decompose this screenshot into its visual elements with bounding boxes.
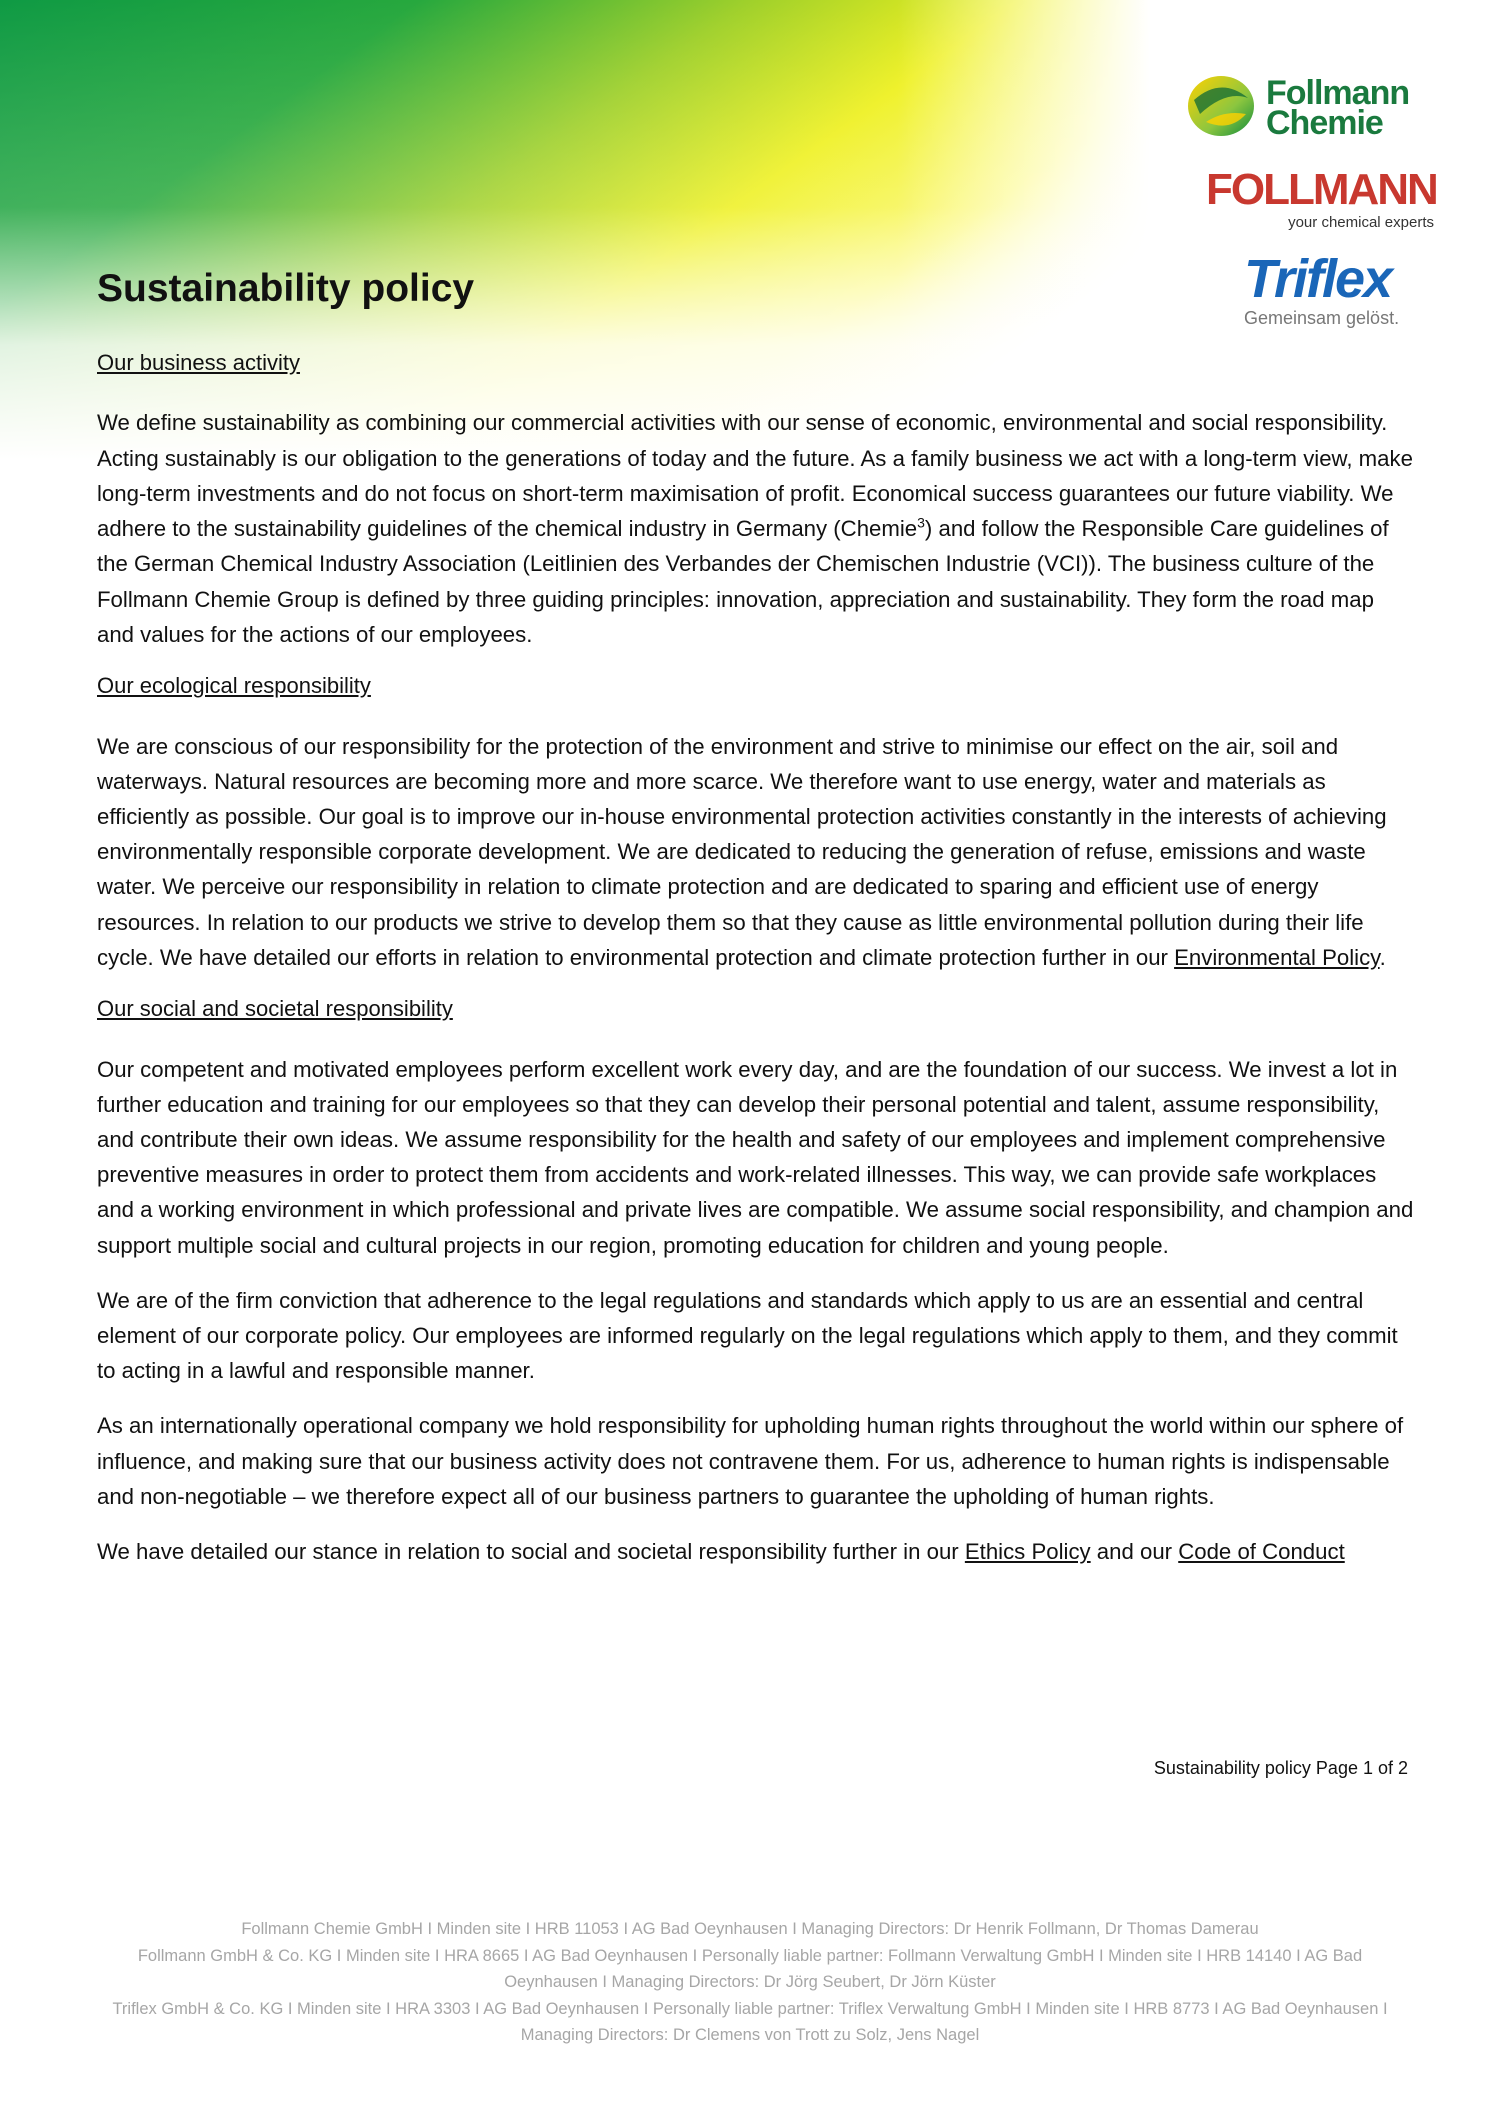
social-paragraph-1: Our competent and motivated employees perform excellent work every day, and are the foundation of our success. We invest a lot in further education and training for our employees so that they can develop their personal potential and talent, assume responsibility, and contribute their own ideas. We assume responsibility for the health and safety of our employees and implement comprehensive preventive measures in order to protect them from accidents and work-related illnesses. This way, we can provide safe workplaces and a working environment in which professional and private lives are compatible. We assume social responsibility, and champion and support multiple social and cultural projects in our region, promoting education for children and young people. bbox=[97, 1056, 1414, 1258]
section-heading-ecological: Our ecological responsibility bbox=[97, 672, 371, 698]
business-text-a: We define sustainability as combining our commercial activities with our sense of economic, environmental and social responsibility. Acting sustainably is our obligation to the generations of today and the future. As a family business we act with a long-term view, make long-term investments and do not focus on short-term maximisation of profit. Economical success guarantees our future viability. We adhere to the sustainability guidelines of the chemical industry in Germany (Chemie bbox=[97, 410, 1413, 542]
social-p4-mid: and our bbox=[1090, 1538, 1179, 1564]
environmental-policy-link[interactable]: Environmental Policy bbox=[1174, 944, 1380, 970]
social-paragraph-3: As an internationally operational company we hold responsibility for upholding human rights throughout the world within our sphere of influence, and making sure that our business activity does not contravene them. For us, adherence to human rights is indispensable and non-negotiable – we therefore expect all of our business partners to guarantee the upholding of human rights. bbox=[97, 1413, 1404, 1509]
ecological-text: We are conscious of our responsibility for the protection of the environment and strive to minimise our effect on the air, soil and waterways. Natural resources are becoming more and more scarce. We therefore want to use energy, water and materials as efficiently as possible. Our goal is to improve our in-house environmental protection activities constantly in the interests of achieving environmentally responsible corporate development. We are dedicated to reducing the generation of refuse, emissions and waste water. We perceive our responsibility in relation to climate protection and are dedicated to sparing and efficient use of energy resources. In relation to our products we strive to develop them so that they cause as little environmental pollution during their life cycle. We have detailed our efforts in relation to environmental protection and climate protection further in our bbox=[97, 733, 1387, 970]
page-number: Sustainability policy Page 1 of 2 bbox=[1153, 1758, 1408, 1778]
triflex-logo-tagline: Gemeinsam gelöst. bbox=[1244, 308, 1400, 328]
follmann-logo-wordmark: FOLLMANN bbox=[1206, 165, 1437, 214]
ecological-paragraph bbox=[97, 729, 1415, 975]
section-heading-social: Our social and societal responsibility bbox=[97, 995, 453, 1021]
follmann-logo-tagline: your chemical experts bbox=[1288, 214, 1434, 231]
footer-line: Follmann GmbH & Co. KG I Minden site I HRA 8665 I AG Bad Oeynhausen I Personally liable partner: Follmann Verwaltung GmbH I Minden site I HRB 14140 I AG Bad bbox=[137, 1946, 1363, 1965]
follmann-chemie-swirl-icon bbox=[1186, 70, 1256, 140]
footer-line: Managing Directors: Dr Clemens von Trott zu Solz, Jens Nagel bbox=[520, 2026, 980, 2044]
footer-line: Triflex GmbH & Co. KG I Minden site I HRA 3303 I AG Bad Oeynhausen I Personally liable partner: Triflex Verwaltung GmbH I Minden site I HRB 8773 I AG Bad Oeynhausen I bbox=[112, 1999, 1388, 2018]
chemie-superscript: 3 bbox=[917, 514, 925, 531]
social-paragraph-2: We are of the firm conviction that adherence to the legal regulations and standards which apply to us are an essential and central element of our corporate policy. Our employees are informed regularly on the legal regulations which apply to them, and they commit to acting in a lawful and responsible manner. bbox=[97, 1287, 1398, 1384]
follmann-chemie-logo-line1: Follmann bbox=[1266, 74, 1410, 112]
follmann-chemie-logo-line2: Chemie bbox=[1266, 104, 1383, 142]
page-title: Sustainability policy bbox=[97, 267, 475, 310]
section-heading-business-activity: Our business activity bbox=[97, 349, 300, 375]
document-body bbox=[97, 268, 1415, 1589]
ethics-policy-link[interactable]: Ethics Policy bbox=[964, 1538, 1091, 1564]
business-activity-paragraph bbox=[97, 405, 1415, 651]
footer-line: Follmann Chemie GmbH I Minden site I HRB 11053 I AG Bad Oeynhausen I Managing Directors: Dr Henrik Follmann, Dr Thomas Damerau bbox=[241, 1920, 1259, 1938]
code-of-conduct-link[interactable]: Code of Conduct bbox=[1178, 1538, 1345, 1564]
social-p4-text: We have detailed our stance in relation to social and societal responsibility further in our bbox=[97, 1538, 965, 1564]
social-paragraph-4 bbox=[97, 1534, 1415, 1569]
ecological-end: . bbox=[1379, 944, 1386, 970]
business-text-b: ) and follow the Responsible Care guidelines of the German Chemical Industry Association (Leitlinien des Verbandes der Chemischen Industrie (VCI)). The business culture of the Follmann Chemie Group is defined by three guiding principles: innovation, appreciation and sustainability. They form the road map and values for the actions of our employees. bbox=[97, 516, 1389, 647]
legal-footer bbox=[40, 1916, 1460, 2049]
footer-line: Oeynhausen I Managing Directors: Dr Jörg Seubert, Dr Jörn Küster bbox=[504, 1973, 996, 1991]
triflex-logo-wordmark: Triflex bbox=[1244, 249, 1392, 309]
follmann-logo bbox=[1206, 165, 1437, 231]
